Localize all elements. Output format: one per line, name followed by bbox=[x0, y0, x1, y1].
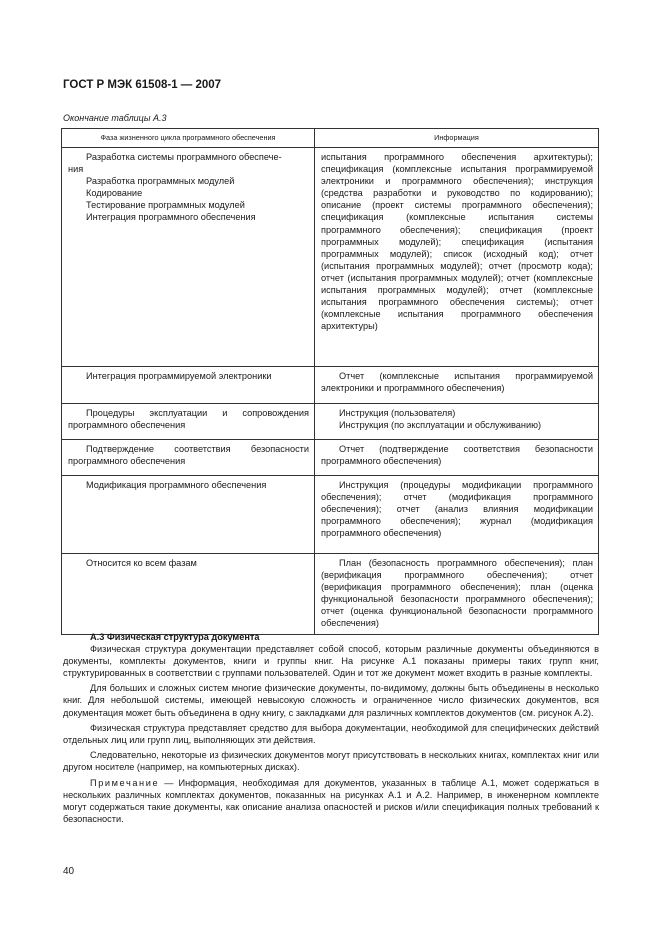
table-caption: Окончание таблицы А.3 bbox=[63, 113, 167, 123]
phase-line: Разработка программных модулей bbox=[86, 176, 235, 187]
phase-line: Разработка системы программного обеспече- bbox=[86, 152, 282, 162]
section-a3 bbox=[63, 631, 599, 828]
info-cell: Отчет (комплексные испытания программируемой электроники и программного обеспечения) bbox=[315, 367, 599, 404]
column-header-info: Информация bbox=[315, 129, 599, 148]
table-header-row bbox=[62, 129, 599, 148]
phase-line: ния bbox=[68, 164, 84, 175]
info-cell: План (безопасность программного обеспечения); план (верификация программного обеспечения); отчет (верификация программного обеспечения); план (оценка функциональной безопасности программного обеспечения); отчет (оценка функциональной безопасности программного обеспечения) bbox=[315, 554, 599, 635]
info-cell bbox=[315, 404, 599, 440]
info-line: Инструкция (пользователя) bbox=[339, 408, 456, 418]
table-row bbox=[62, 404, 599, 440]
info-cell: Инструкция (процедуры модификации программного обеспечения); отчет (модификация программного обеспечения); отчет (анализ влияния модификации программного обеспечения); журнал (модификация программного обеспечения) bbox=[315, 476, 599, 554]
paragraph: Физическая структура представляет средство для выбора документации, необходимой для специфических действий отдельных лиц или групп лиц, выполняющих эти действия. bbox=[63, 722, 599, 745]
phase-cell: Модификация программного обеспечения bbox=[62, 476, 315, 554]
table-row bbox=[62, 148, 599, 367]
column-header-phase: Фаза жизненного цикла программного обеспечения bbox=[62, 129, 315, 148]
phase-cell: Процедуры эксплуатации и сопровождения программного обеспечения bbox=[62, 404, 315, 440]
phase-line: Кодирование bbox=[86, 188, 143, 199]
note-text: — Информация, необходимая для документов, указанных в таблице А.1, может содержаться в нескольких различных комплектах документов, показанных на рисунках А.1 и А.2. Например, в инженерном комплекте могут содержаться такие документы, как описание анализа опасностей и рисков и/или спецификация полных требований к безопасности. bbox=[63, 778, 599, 825]
table-row bbox=[62, 367, 599, 404]
phase-line: Интеграция программного обеспечения bbox=[86, 212, 256, 223]
table-row bbox=[62, 476, 599, 554]
info-cell: испытания программного обеспечения архитектуры); спецификация (комплексные испытания программируемой электроники и программного обеспечения); инструкция (средства разработки и руководство по кодированию); описание (проект системы программного обеспечения); спецификация (комплексные испытания системы программного обеспечения); спецификация (проект программных модулей); спецификация (испытания программных модулей); список (исходный код); отчет (испытания программных модулей); отчет (просмотр кода); отчет (испытания программных модулей); отчет (комплексные испытания программных модулей); отчет (комплексные испытания программного обеспечения системы); отчет (комплексные испытания программного обеспечения архитектуры) bbox=[315, 148, 599, 367]
paragraph: Для больших и сложных систем многие физические документы, по-видимому, должны быть объединены в несколько книг. Для небольшой системы, имеющей невысокую сложность и ограниченное число физических документов, вся документация может быть объединена в одну книгу, с закладками для различных комплектов документов (см. рисунок А.2). bbox=[63, 683, 599, 718]
phase-line: Тестирование программных модулей bbox=[86, 200, 245, 211]
section-heading: А.3 Физическая структура документа bbox=[90, 632, 260, 642]
lifecycle-info-table bbox=[61, 128, 599, 635]
paragraph: Следовательно, некоторые из физических документов могут присутствовать в нескольких книгах, комплектах книг или другом носителе (например, на компьютерных дисках). bbox=[63, 749, 599, 772]
phase-cell: Относится ко всем фазам bbox=[62, 554, 315, 635]
info-cell: Отчет (подтверждение соответствия безопасности программного обеспечения) bbox=[315, 440, 599, 476]
page-number: 40 bbox=[63, 866, 75, 877]
paragraph: Физическая структура документации представляет собой способ, которым различные документы объединяются в документы, комплекты документов, книги и группы книг. На рисунке А.1 показаны примеры таких групп книг, структурированных в соответствии с группами пользователей. Один и тот же документ может входить в разные комплекты. bbox=[63, 644, 599, 679]
phase-cell bbox=[62, 148, 315, 367]
info-line: Инструкция (по эксплуатации и обслуживанию) bbox=[339, 420, 542, 431]
phase-cell: Интеграция программируемой электроники bbox=[62, 367, 315, 404]
table-row bbox=[62, 554, 599, 635]
table-row bbox=[62, 440, 599, 476]
note-label: Примечание bbox=[90, 778, 160, 789]
note-paragraph bbox=[63, 777, 599, 825]
phase-cell: Подтверждение соответствия безопасности программного обеспечения bbox=[62, 440, 315, 476]
document-header: ГОСТ Р МЭК 61508-1 — 2007 bbox=[63, 79, 222, 91]
